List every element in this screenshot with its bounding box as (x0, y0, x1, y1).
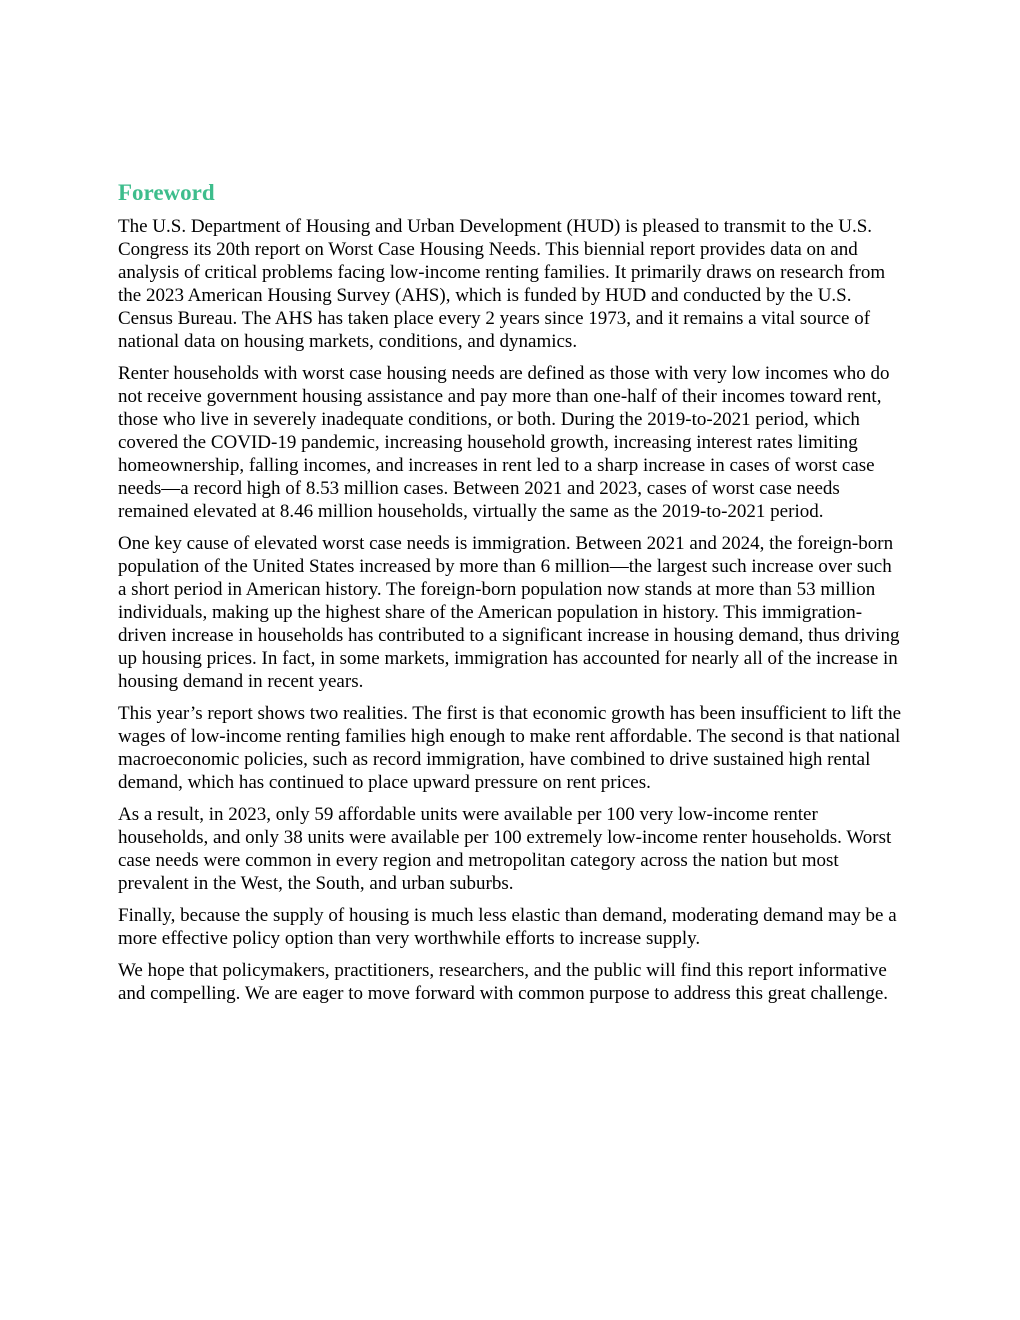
foreword-paragraph-1: The U.S. Department of Housing and Urban Development (HUD) is pleased to transmit to the U.S. Congress its 20th report on Worst Case Housing Needs. This biennial report provides data on and analysis of critical problems facing low-income renting families. It primarily draws on research from the 2023 American Housing Survey (AHS), which is funded by HUD and conducted by the U.S. Census Bureau. The AHS has taken place every 2 years since 1973, and it remains a vital source of national data on housing markets, conditions, and dynamics. (118, 216, 886, 352)
foreword-paragraph-3: One key cause of elevated worst case needs is immigration. Between 2021 and 2024, the foreign-born population of the United States increased by more than 6 million—the largest such increase over such a short period in American history. The foreign-born population now stands at more than 53 million individuals, making up the highest share of the American population in history. This immigration-driven increase in households has contributed to a significant increase in housing demand, thus driving up housing prices. In fact, in some markets, immigration has accounted for nearly all of the increase in housing demand in recent years. (118, 533, 900, 692)
foreword-paragraph-4: This year’s report shows two realities. The first is that economic growth has been insufficient to lift the wages of low-income renting families high enough to make rent affordable. The second is that national macroeconomic policies, such as record immigration, have combined to drive sustained high rental demand, which has continued to place upward pressure on rent prices. (118, 703, 902, 793)
page-title: Foreword (118, 180, 215, 205)
foreword-paragraph-5: As a result, in 2023, only 59 affordable units were available per 100 very low-income renter households, and only 38 units were available per 100 extremely low-income renter households. Worst case needs were common in every region and metropolitan category across the nation but most prevalent in the West, the South, and urban suburbs. (118, 804, 892, 894)
foreword-paragraph-6: Finally, because the supply of housing is much less elastic than demand, moderating demand may be a more effective policy option than very worthwhile efforts to increase supply. (118, 905, 897, 949)
foreword-paragraph-2: Renter households with worst case housing needs are defined as those with very low incomes who do not receive government housing assistance and pay more than one-half of their incomes toward rent, those who live in severely inadequate conditions, or both. During the 2019-to-2021 period, which covered the COVID-19 pandemic, increasing household growth, increasing interest rates limiting homeownership, falling incomes, and increases in rent led to a sharp increase in cases of worst case needs—a record high of 8.53 million cases. Between 2021 and 2023, cases of worst case needs remained elevated at 8.46 million households, virtually the same as the 2019-to-2021 period. (118, 363, 890, 522)
foreword-paragraph-7: We hope that policymakers, practitioners, researchers, and the public will find this report informative and compelling. We are eager to move forward with common purpose to address this great challenge. (118, 960, 889, 1004)
foreword-section (118, 180, 904, 1014)
